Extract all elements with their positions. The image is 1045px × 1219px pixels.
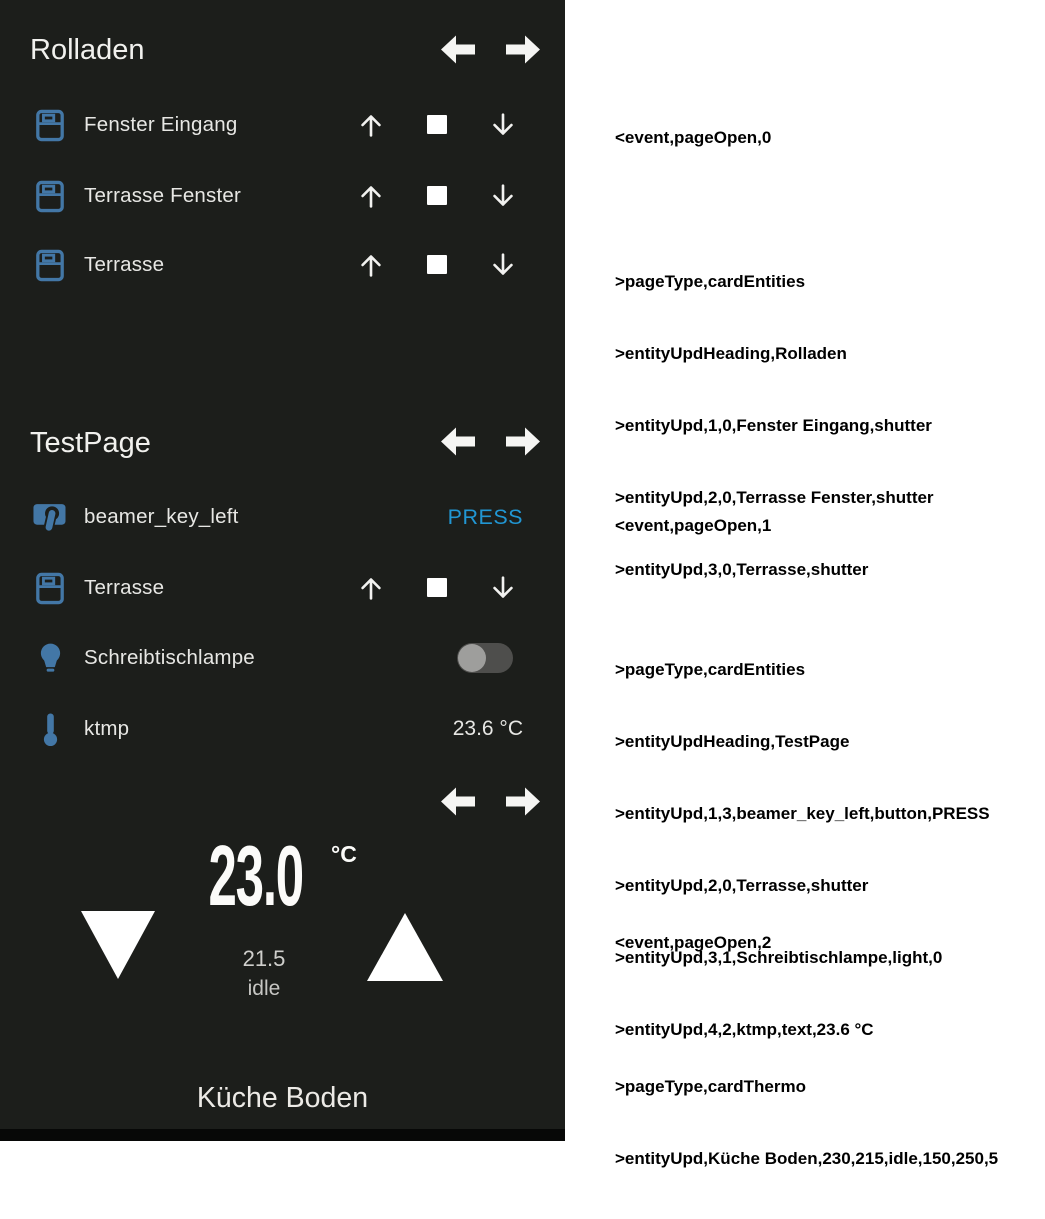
thermo-state: idle: [247, 977, 281, 1000]
entity-label: beamer_key_left: [84, 505, 239, 528]
log-gap: [615, 1003, 998, 1027]
light-toggle[interactable]: [457, 643, 513, 673]
log-line: >entityUpd,1,0,Fenster Eingang,shutter: [615, 416, 932, 435]
shutter-icon: [30, 571, 70, 606]
log-block-page2: [615, 883, 998, 1219]
log-line: >pageType,cardEntities: [615, 660, 806, 679]
log-line: >entityUpd,2,0,Terrasse Fenster,shutter: [615, 488, 934, 507]
shutter-up-button[interactable]: [355, 180, 387, 212]
entity-row: [30, 494, 535, 540]
shutter-icon: [30, 248, 70, 283]
log-line: >entityUpd,3,0,Terrasse,shutter: [615, 560, 869, 579]
page-title: TestPage: [30, 427, 151, 459]
thermo-name: Küche Boden: [196, 1082, 369, 1114]
log-line: <event,pageOpen,0: [615, 128, 772, 147]
thermo-temp-unit: °C: [331, 841, 357, 867]
page-next-button[interactable]: [504, 785, 542, 818]
shutter-up-button[interactable]: [355, 109, 387, 141]
entity-row: [30, 102, 535, 148]
shutter-down-button[interactable]: [487, 109, 519, 141]
shutter-stop-button[interactable]: [421, 180, 453, 212]
shutter-down-button[interactable]: [487, 249, 519, 281]
temperature-value: 23.6 °C: [452, 717, 523, 740]
log-line: >entityUpdHeading,TestPage: [615, 732, 850, 751]
thermo-current-temp: 23.0: [208, 829, 304, 924]
log-line: >entityUpd,4,2,ktmp,text,23.6 °C: [615, 1020, 874, 1039]
thermo-setpoint: 21.5: [242, 946, 286, 971]
thermometer-icon: [30, 711, 70, 748]
toggle-knob: [458, 644, 486, 672]
page-title: Rolladen: [30, 34, 145, 66]
panel-bottom-bezel: [0, 1129, 565, 1141]
log-gap: [615, 198, 934, 222]
entity-row: [30, 565, 535, 611]
log-line: >entityUpd,Küche Boden,230,215,idle,150,250,5: [615, 1149, 999, 1168]
shutter-stop-button[interactable]: [421, 249, 453, 281]
log-line: >pageType,cardEntities: [615, 272, 806, 291]
shutter-icon: [30, 108, 70, 143]
shutter-icon: [30, 179, 70, 214]
entity-row: [30, 635, 535, 681]
log-line: >entityUpdHeading,Rolladen: [615, 344, 847, 363]
entity-label: ktmp: [84, 717, 130, 740]
press-button[interactable]: PRESS: [447, 504, 523, 529]
log-line: >entityUpd,2,0,Terrasse,shutter: [615, 876, 869, 895]
entity-label: Schreibtischlampe: [84, 646, 255, 669]
entity-row: [30, 242, 535, 288]
log-line: >pageType,cardThermo: [615, 1077, 806, 1096]
shutter-down-button[interactable]: [487, 180, 519, 212]
shutter-down-button[interactable]: [487, 572, 519, 604]
temp-up-button[interactable]: [366, 912, 444, 982]
page-next-button[interactable]: [504, 33, 542, 66]
shutter-up-button[interactable]: [355, 572, 387, 604]
entity-label: Terrasse Fenster: [84, 184, 241, 207]
entity-label: Terrasse: [84, 253, 165, 276]
page-next-button[interactable]: [504, 425, 542, 458]
entity-row: [30, 706, 535, 752]
page-prev-button[interactable]: [439, 425, 477, 458]
shutter-up-button[interactable]: [355, 249, 387, 281]
entity-label: Terrasse: [84, 576, 165, 599]
shutter-stop-button[interactable]: [421, 109, 453, 141]
log-line: <event,pageOpen,1: [615, 516, 772, 535]
log-line: >entityUpd,3,1,Schreibtischlampe,light,0: [615, 948, 943, 967]
lightbulb-icon: [30, 642, 70, 675]
log-gap: [615, 586, 990, 610]
tap-button-icon: [30, 502, 70, 533]
entity-row: [30, 173, 535, 219]
temp-down-button[interactable]: [80, 910, 156, 980]
log-line: >entityUpd,1,3,beamer_key_left,button,PRESS: [615, 804, 990, 823]
shutter-stop-button[interactable]: [421, 572, 453, 604]
log-line: <event,pageOpen,2: [615, 933, 772, 952]
page-prev-button[interactable]: [439, 33, 477, 66]
page-prev-button[interactable]: [439, 785, 477, 818]
entity-label: Fenster Eingang: [84, 113, 238, 136]
